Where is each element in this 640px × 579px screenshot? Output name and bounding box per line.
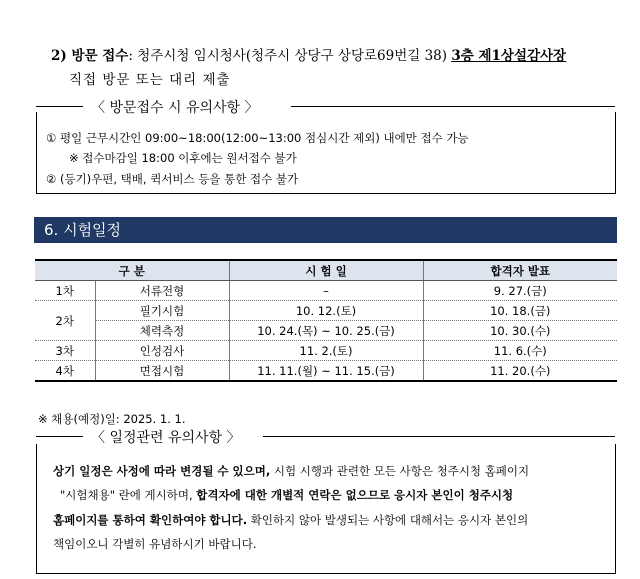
visit-label: 2) 방문 접수 — [51, 48, 129, 64]
header-result-date: 합격자 발표 — [423, 260, 617, 281]
round-cell: 2차 — [35, 301, 95, 341]
table-row — [35, 361, 617, 382]
notice-paragraph-line-3 — [53, 512, 621, 528]
result-date-cell: 10. 18.(금) — [423, 301, 617, 321]
type-cell: 면접시험 — [95, 361, 229, 382]
result-date-cell: 11. 6.(수) — [423, 341, 617, 361]
result-date-cell: 9. 27.(금) — [423, 281, 617, 301]
table-row — [35, 321, 617, 341]
exam-date-cell: – — [229, 281, 423, 301]
hiring-date-note: ※ 채용(예정)일: 2025. 1. 1. — [38, 412, 186, 426]
visit-application-line — [51, 44, 566, 64]
notice-bold-text: 합격자에 대한 개별적 연락은 없으므로 응시자 본인이 청주시청 — [196, 488, 514, 502]
notice-bold-text: 상기 일정은 사정에 따라 변경될 수 있으며, — [53, 464, 271, 478]
exam-date-cell: 11. 11.(월) ~ 11. 15.(금) — [229, 361, 423, 382]
visit-notice-title: 〈 방문접수 시 유의사항 〉 — [91, 100, 259, 116]
notice-paragraph-line-1 — [53, 463, 621, 479]
round-cell: 3차 — [35, 341, 95, 361]
type-cell: 체력측정 — [95, 321, 229, 341]
notice-paragraph-line-4: 책임이오니 각별히 유념하시기 바랍니다. — [53, 537, 257, 551]
notice-item-2: ② (등기)우편, 택배, 퀵서비스 등을 통한 접수 불가 — [46, 172, 299, 186]
result-date-cell: 10. 30.(수) — [423, 321, 617, 341]
notice-text: 확인하지 않아 발생되는 사항에 대해서는 응시자 본인의 — [247, 513, 529, 527]
notice-paragraph-line-2 — [60, 487, 628, 503]
table-row — [35, 301, 617, 321]
visit-address: : 청주시청 임시청사(청주시 상당구 상당로69번길 38) — [128, 48, 452, 64]
schedule-notice-title: 〈 일정관련 유의사항 〉 — [91, 430, 241, 446]
schedule-table — [35, 259, 617, 382]
type-cell: 서류전형 — [95, 281, 229, 301]
notice-item-1: ① 평일 근무시간인 09:00~18:00(12:00~13:00 점심시간 제외) 내에만 접수 가능 — [46, 131, 469, 145]
visit-method-line: 직접 방문 또는 대리 제출 — [69, 72, 231, 88]
box2-top-border-left — [36, 436, 83, 437]
box2-top-border-right — [263, 436, 615, 437]
table-row — [35, 341, 617, 361]
notice-text: "시험채용" 란에 게시하며, — [60, 488, 197, 502]
exam-date-cell: 10. 24.(목) ~ 10. 25.(금) — [229, 321, 423, 341]
notice-item-note: ※ 접수마감일 18:00 이후에는 원서접수 불가 — [69, 151, 297, 165]
round-cell: 4차 — [35, 361, 95, 382]
exam-date-cell: 10. 12.(토) — [229, 301, 423, 321]
table-row — [35, 281, 617, 301]
header-category: 구 분 — [35, 260, 229, 281]
round-cell: 1차 — [35, 281, 95, 301]
notice-text: 시험 시행과 관련한 모든 사항은 청주시청 홈페이지 — [270, 464, 530, 478]
table-header-row — [35, 260, 617, 281]
section-header-schedule: 6. 시험일정 — [34, 217, 617, 243]
box-top-border-left — [36, 106, 83, 107]
result-date-cell: 11. 20.(수) — [423, 361, 617, 382]
type-cell: 인성검사 — [95, 341, 229, 361]
header-exam-date: 시 험 일 — [229, 260, 423, 281]
type-cell: 필기시험 — [95, 301, 229, 321]
visit-location: 3층 제1상설감사장 — [451, 48, 567, 64]
box-top-border-right — [291, 106, 615, 107]
exam-date-cell: 11. 2.(토) — [229, 341, 423, 361]
notice-bold-text: 홈페이지를 통하여 확인하여야 합니다. — [53, 513, 248, 527]
